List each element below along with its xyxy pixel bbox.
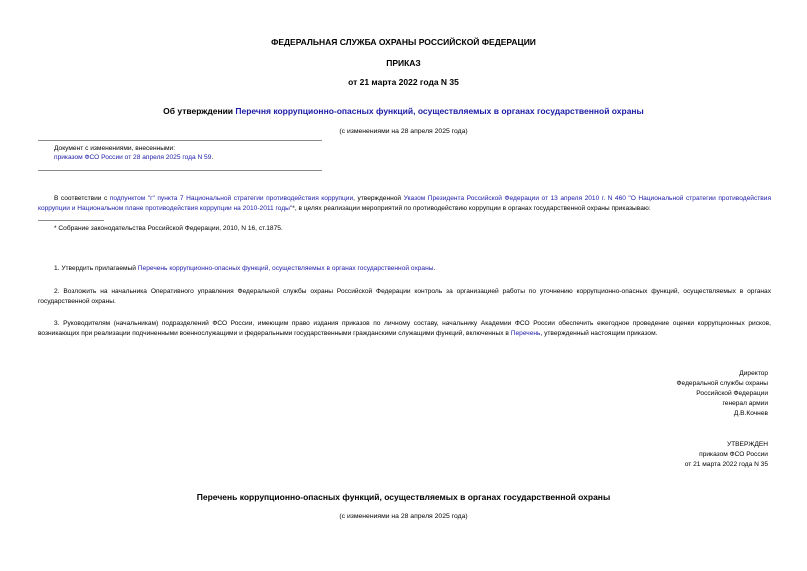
agency-heading: ФЕДЕРАЛЬНАЯ СЛУЖБА ОХРАНЫ РОССИЙСКОЙ ФЕДЕРАЦИИ: [271, 37, 536, 47]
signature-agency: Федеральной службы охраны: [676, 380, 768, 387]
item-2: [38, 287, 771, 307]
item-1-end: .: [433, 265, 436, 272]
signature-rank: генерал армии: [722, 400, 768, 407]
changes-box-entry: [54, 154, 213, 162]
signature-name: Д.В.Кочнев: [733, 410, 768, 417]
approval-date: от 21 марта 2022 года N 35: [684, 461, 768, 468]
appendix-amendments-note: (с изменениями на 28 апреля 2025 года): [339, 513, 468, 520]
item-1: [54, 265, 435, 273]
changes-box-label: Документ с изменениями, внесенными:: [54, 145, 176, 152]
intro-text-3: *, в целях реализации мероприятий по противодействию коррупции в органах государственной охраны приказываю:: [292, 205, 651, 212]
doc-title-link[interactable]: Перечня коррупционно-опасных функций, осуществляемых в органах государственной охраны: [235, 106, 644, 116]
appendix-title: Перечень коррупционно-опасных функций, осуществляемых в органах государственной охраны: [196, 492, 611, 502]
intro-paragraph: [38, 194, 771, 214]
item-3: [38, 319, 771, 339]
doc-type-heading: ПРИКАЗ: [386, 58, 421, 68]
presidential-decree-link[interactable]: Указом Президента Российской Федерации от 13 апреля 2010 г. N 460 "О Национальной стратегии противодействия коррупции и Национальном плане противодействия коррупции на 2010-2011 годы": [38, 195, 772, 212]
signature-country: Российской Федерации: [696, 390, 768, 397]
intro-text-1: В соответствии с: [54, 195, 110, 202]
amending-order-link[interactable]: приказом ФСО России от 28 апреля 2025 года N 59: [54, 154, 212, 161]
doc-date-number: от 21 марта 2022 года N 35: [348, 77, 459, 87]
footnote: * Собрание законодательства Российской Федерации, 2010, N 16, ст.1875.: [54, 225, 283, 232]
approval-block: [685, 440, 768, 470]
doc-title-prefix: Об утверждении: [163, 106, 236, 116]
signature-position: Директор: [739, 370, 768, 377]
signature-block: [677, 369, 768, 419]
item-3-text: 3. Руководителям (начальникам) подразделений ФСО России, имеющим право издания приказов по личному составу, начальнику Академии ФСО России обеспечить ежегодное проведение оценки коррупционных рисков, возникающих при реализации подчиненными военнослужащими и федеральными государственными гражданскими служащими функций, включенных в: [38, 320, 771, 337]
approval-label: УТВЕРЖДЕН: [726, 441, 768, 448]
amendments-note: (с изменениями на 28 апреля 2025 года): [339, 128, 468, 135]
approval-order: приказом ФСО России: [699, 451, 768, 458]
item-3-end: , утвержденный настоящим приказом.: [540, 330, 658, 337]
amending-order-end: .: [211, 154, 214, 161]
doc-title: [0, 106, 807, 116]
list-link[interactable]: Перечень: [510, 330, 541, 337]
item-1-text: 1. Утвердить прилагаемый: [54, 265, 138, 272]
changes-box-bottom-rule: [38, 170, 322, 171]
strategy-subclause-link[interactable]: подпунктом "г" пункта 7 Национальной стратегии противодействия коррупции: [109, 195, 354, 202]
list-of-functions-link[interactable]: Перечень коррупционно-опасных функций, осуществляемых в органах государственной охраны: [137, 265, 434, 272]
footnote-rule: [38, 220, 104, 221]
item-2-text: 2. Возложить на начальника Оперативного управления Федеральной службы охраны Российской Федерации контроль за организацией работы по уточнению коррупционно-опасных функций, осуществляемых в органах государственной охраны.: [38, 288, 771, 305]
changes-box-top-rule: [38, 140, 322, 141]
intro-text-2: , утвержденной: [353, 195, 404, 202]
